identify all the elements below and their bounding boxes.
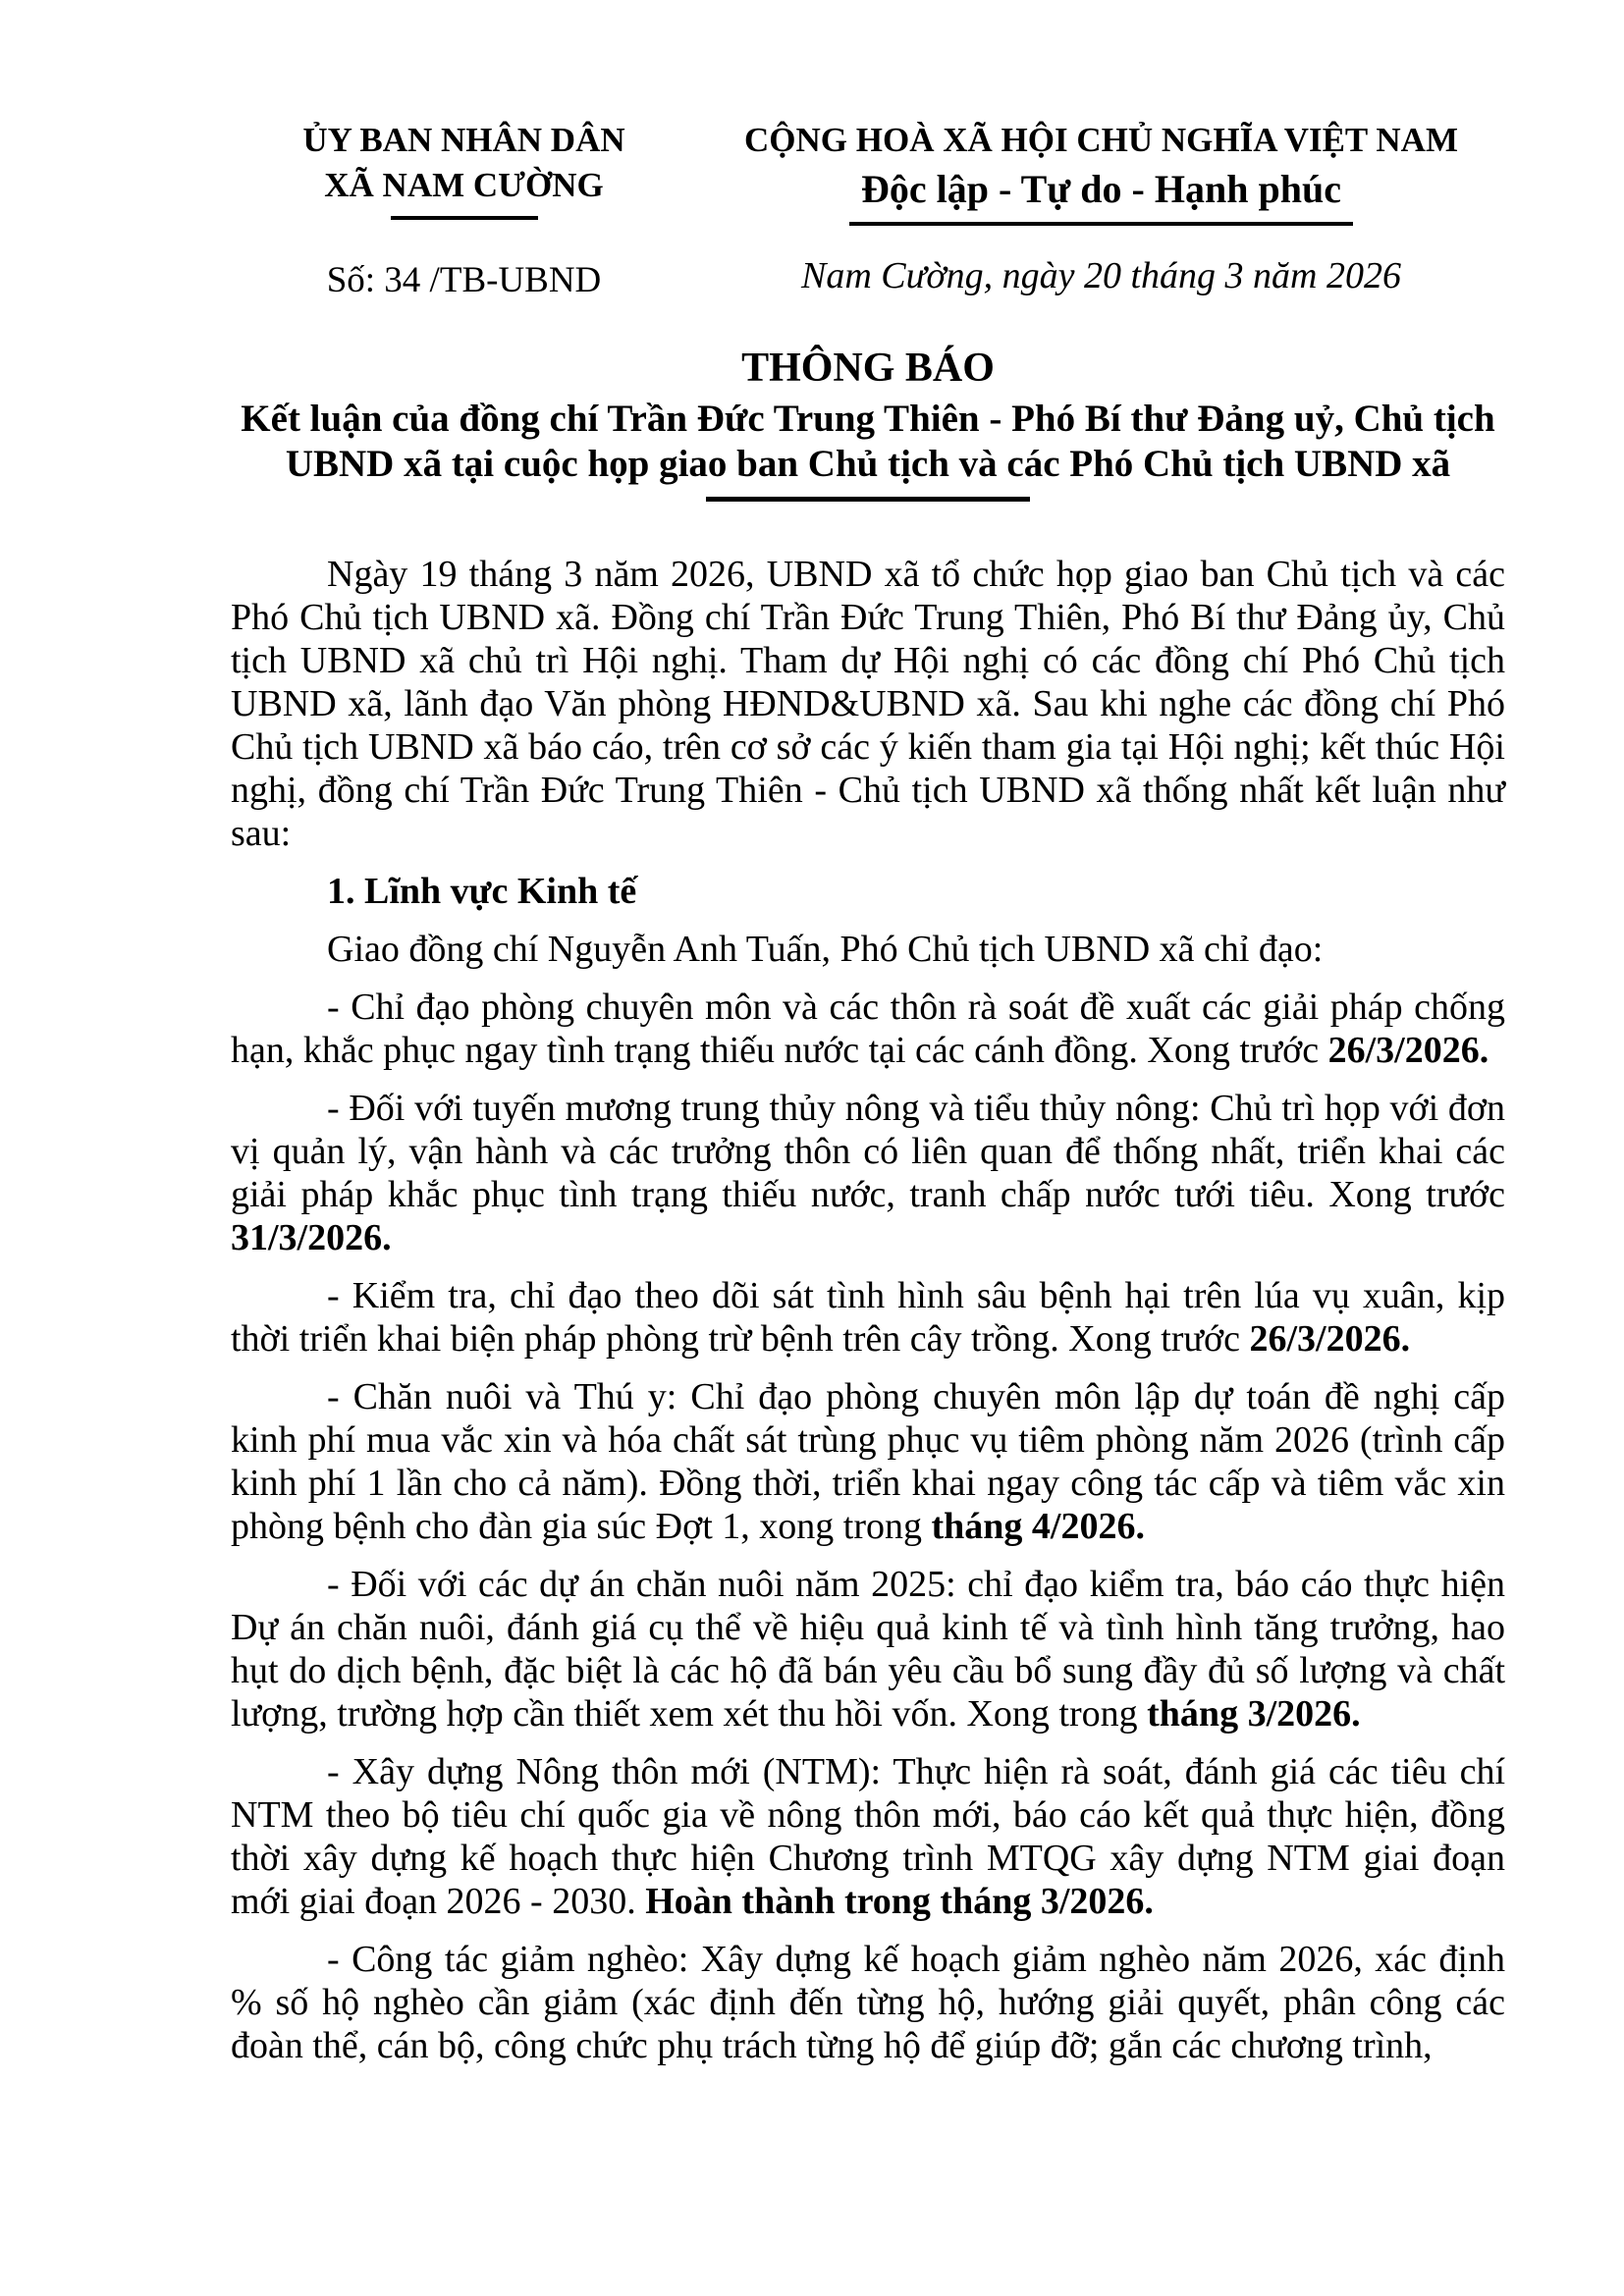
body-paragraph bbox=[231, 1563, 1505, 1735]
bold-text-run: tháng 4/2026. bbox=[931, 1506, 1145, 1547]
bold-text-run: 26/3/2026. bbox=[1249, 1318, 1411, 1360]
text-run: - Xây dựng Nông thôn mới (NTM): Thực hiện rà soát, đánh giá các tiêu chí NTM theo bộ tiêu chí quốc gia về nông thôn mới, báo cáo kết quả thực hiện, đồng thời xây dựng kế hoạch thực hiện Chương trình MTQG xây dựng NTM giai đoạn mới giai đoạn 2026 - 2030. bbox=[231, 1751, 1505, 1922]
place-date-line: Nam Cường, ngày 20 tháng 3 năm 2026 bbox=[800, 255, 1401, 296]
text-run: - Chăn nuôi và Thú y: Chỉ đạo phòng chuyên môn lập dự toán đề nghị cấp kinh phí mua vắc xin và hóa chất sát trùng phục vụ tiêm phòng năm 2026 (trình cấp kinh phí 1 lần cho cả năm). Đồng thời, triển khai ngay công tác cấp và tiêm vắc xin phòng bệnh cho đàn gia súc Đợt 1, xong trong bbox=[231, 1376, 1505, 1547]
issuing-org-parent: ỦY BAN NHÂN DÂN bbox=[302, 121, 625, 159]
national-motto-block bbox=[697, 118, 1505, 298]
issuing-org-block bbox=[231, 118, 697, 302]
national-title: CỘNG HOÀ XÃ HỘI CHỦ NGHĨA VIỆT NAM bbox=[744, 121, 1458, 159]
bold-text-run: 1. Lĩnh vực Kinh tế bbox=[327, 871, 637, 912]
section-heading bbox=[231, 870, 1505, 913]
document-body bbox=[231, 553, 1505, 2067]
document-type-title: THÔNG BÁO bbox=[741, 346, 995, 391]
text-run: - Công tác giảm nghèo: Xây dựng kế hoạch giảm nghèo năm 2026, xác định % số hộ nghèo cần giảm (xác định đến từng hộ, hướng giải quyết, phân công các đoàn thể, cán bộ, công chức phụ trách từng hộ để giúp đỡ; gắn các chương trình, bbox=[231, 1939, 1505, 2066]
body-paragraph bbox=[231, 1375, 1505, 1548]
document-subtitle: Kết luận của đồng chí Trần Đức Trung Thiên - Phó Bí thư Đảng uỷ, Chủ tịch UBND xã tại cuộc họp giao ban Chủ tịch và các Phó Chủ tịch UBND xã bbox=[241, 398, 1495, 485]
text-run: - Kiểm tra, chỉ đạo theo dõi sát tình hình sâu bệnh hại trên lúa vụ xuân, kịp thời triển khai biện pháp phòng trừ bệnh trên cây trồng. Xong trước bbox=[231, 1275, 1505, 1360]
document-header bbox=[231, 118, 1505, 302]
org-underline-rule bbox=[391, 216, 538, 220]
body-paragraph bbox=[231, 1938, 1505, 2067]
body-paragraph bbox=[231, 1750, 1505, 1923]
document-title-block bbox=[231, 346, 1505, 502]
body-paragraph bbox=[231, 553, 1505, 855]
bold-text-run: Hoàn thành trong tháng 3/2026. bbox=[645, 1881, 1154, 1922]
text-run: Giao đồng chí Nguyễn Anh Tuấn, Phó Chủ tịch UBND xã chỉ đạo: bbox=[327, 929, 1324, 970]
bold-text-run: 31/3/2026. bbox=[231, 1217, 392, 1258]
text-run: - Chỉ đạo phòng chuyên môn và các thôn rà soát đề xuất các giải pháp chống hạn, khắc phục ngay tình trạng thiếu nước tại các cánh đồng. Xong trước bbox=[231, 987, 1505, 1071]
issuing-org-name: XÃ NAM CƯỜNG bbox=[324, 166, 604, 204]
body-paragraph bbox=[231, 1274, 1505, 1361]
national-motto: Độc lập - Tự do - Hạnh phúc bbox=[849, 165, 1353, 226]
body-paragraph bbox=[231, 986, 1505, 1072]
document-number: Số: 34 /TB-UBND bbox=[326, 260, 602, 300]
text-run: - Đối với các dự án chăn nuôi năm 2025: chỉ đạo kiểm tra, báo cáo thực hiện Dự án chăn nuôi, đánh giá cụ thể về hiệu quả kinh tế và tình hình tăng trưởng, hao hụt do dịch bệnh, đặc biệt là các hộ đã bán yêu cầu bổ sung đầy đủ số lượng và chất lượng, trường hợp cần thiết xem xét thu hồi vốn. Xong trong bbox=[231, 1564, 1505, 1735]
body-paragraph bbox=[231, 928, 1505, 971]
bold-text-run: 26/3/2026. bbox=[1327, 1030, 1489, 1071]
body-paragraph bbox=[231, 1087, 1505, 1259]
bold-text-run: tháng 3/2026. bbox=[1147, 1693, 1361, 1735]
title-underline-rule bbox=[706, 497, 1030, 502]
text-run: - Đối với tuyến mương trung thủy nông và tiểu thủy nông: Chủ trì họp với đơn vị quản lý, vận hành và các trưởng thôn có liên quan để thống nhất, triển khai các giải pháp khắc phục tình trạng thiếu nước, tranh chấp nước tưới tiêu. Xong trước bbox=[231, 1088, 1505, 1215]
text-run: Ngày 19 tháng 3 năm 2026, UBND xã tổ chức họp giao ban Chủ tịch và các Phó Chủ tịch UBND xã. Đồng chí Trần Đức Trung Thiên, Phó Bí thư Đảng ủy, Chủ tịch UBND xã chủ trì Hội nghị. Tham dự Hội nghị có các đồng chí Phó Chủ tịch UBND xã, lãnh đạo Văn phòng HĐND&UBND xã. Sau khi nghe các đồng chí Phó Chủ tịch UBND xã báo cáo, trên cơ sở các ý kiến tham gia tại Hội nghị; kết thúc Hội nghị, đồng chí Trần Đức Trung Thiên - Chủ tịch UBND xã thống nhất kết luận như sau: bbox=[231, 554, 1505, 854]
